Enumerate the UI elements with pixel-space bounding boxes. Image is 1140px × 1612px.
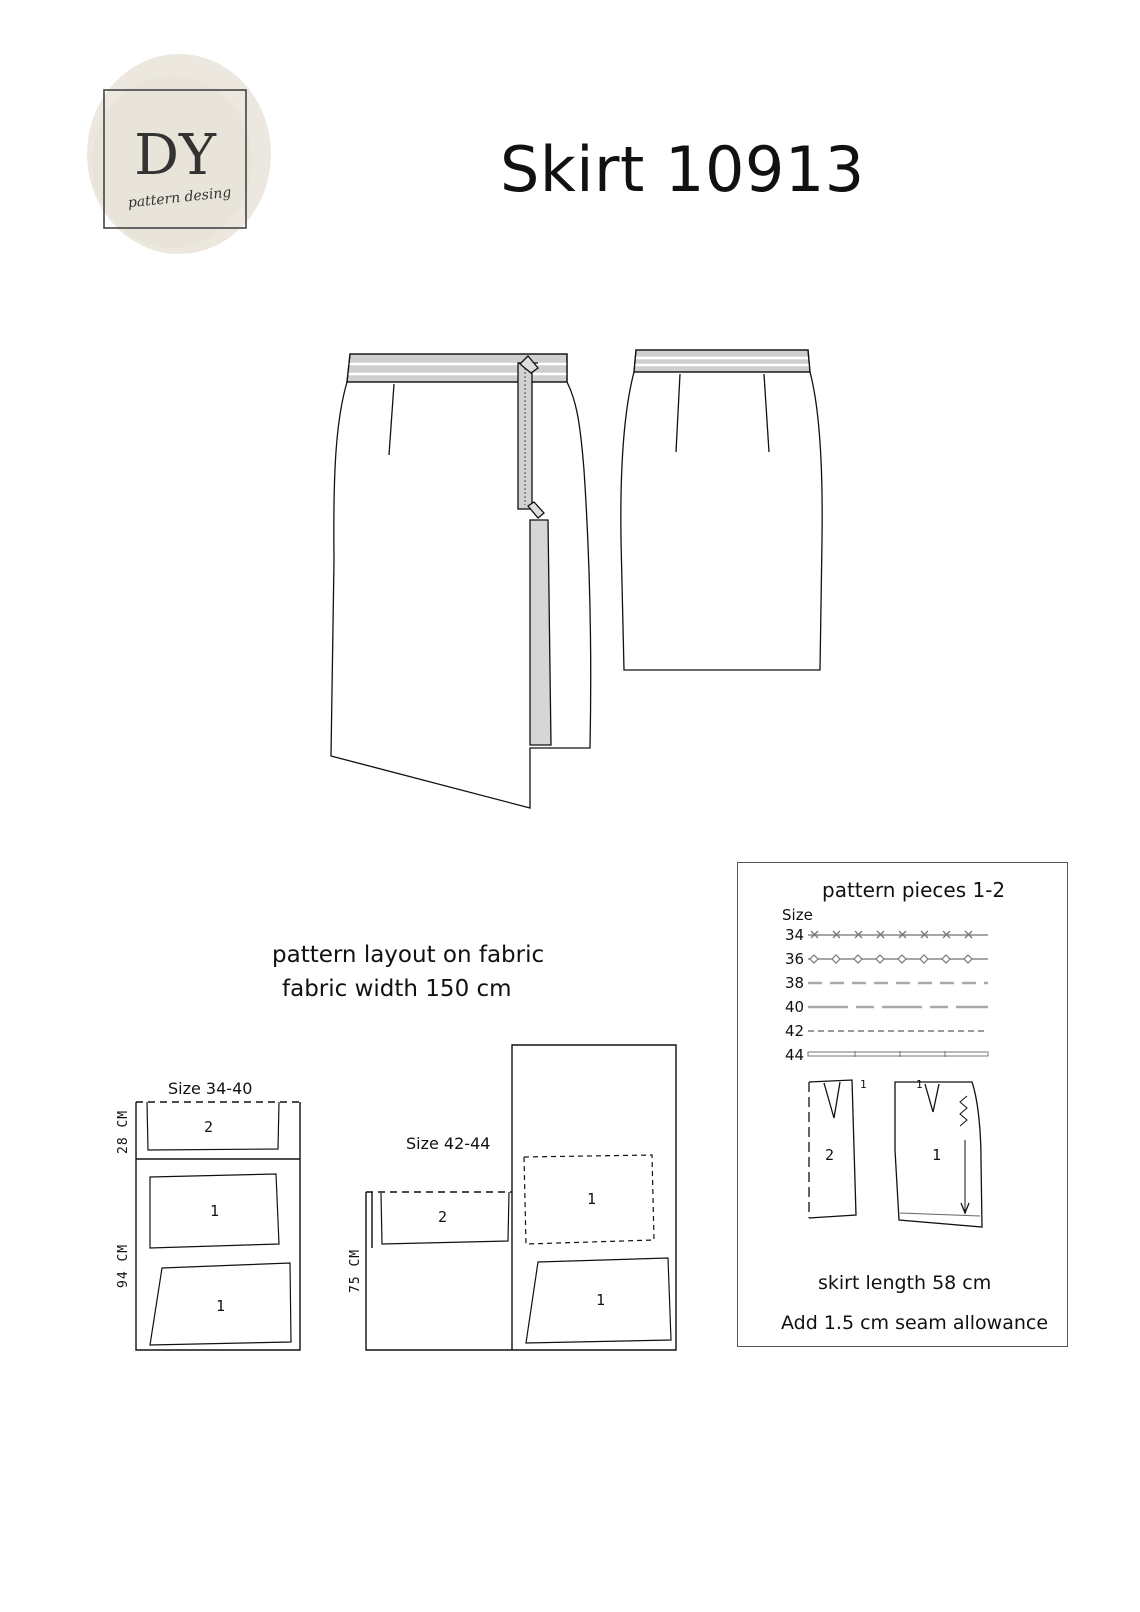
layout-large-sizes-label: Size 42-44 <box>406 1134 491 1153</box>
fabric-width-label: fabric width 150 cm <box>282 976 512 1002</box>
dimension-75cm: 75 CM <box>348 1248 363 1293</box>
layout-large-piece-number: 1 <box>596 1291 606 1309</box>
dimension-28cm: 28 CM <box>116 1109 131 1154</box>
skirt-length-note: skirt length 58 cm <box>818 1272 992 1294</box>
seam-allowance-note: Add 1.5 cm seam allowance <box>781 1312 1049 1334</box>
legend-piece-number: 1 <box>932 1146 942 1164</box>
legend-size-44: 44 <box>785 1046 805 1064</box>
legend-piece-number: 1 <box>916 1078 923 1091</box>
legend-title: pattern pieces 1-2 <box>822 878 1006 902</box>
legend-size-heading: Size <box>782 906 813 924</box>
legend-piece-number: 1 <box>860 1078 867 1091</box>
logo-tagline: pattern desing <box>127 184 233 212</box>
legend-size-40: 40 <box>785 998 805 1016</box>
legend-size-34: 34 <box>785 926 805 944</box>
layout-small-piece-number: 1 <box>210 1202 220 1220</box>
layout-large-piece-number: 1 <box>587 1190 597 1208</box>
legend-size-42: 42 <box>785 1022 805 1040</box>
layout-title: pattern layout on fabric <box>272 942 545 968</box>
layout-small-piece-number: 2 <box>204 1118 214 1136</box>
logo-letters: DY <box>134 123 216 188</box>
legend-piece-number: 2 <box>825 1146 835 1164</box>
layout-large-piece-number: 2 <box>438 1208 448 1226</box>
legend-size-38: 38 <box>785 974 805 992</box>
skirt-front-view <box>331 354 591 808</box>
layout-large-sizes <box>366 1045 676 1350</box>
page-title: Skirt 10913 <box>500 133 865 206</box>
layout-small-sizes-label: Size 34-40 <box>168 1079 253 1098</box>
layout-small-piece-number: 1 <box>216 1297 226 1315</box>
legend-size-36: 36 <box>785 950 805 968</box>
skirt-back-view <box>621 350 822 670</box>
dimension-94cm: 94 CM <box>116 1243 131 1288</box>
